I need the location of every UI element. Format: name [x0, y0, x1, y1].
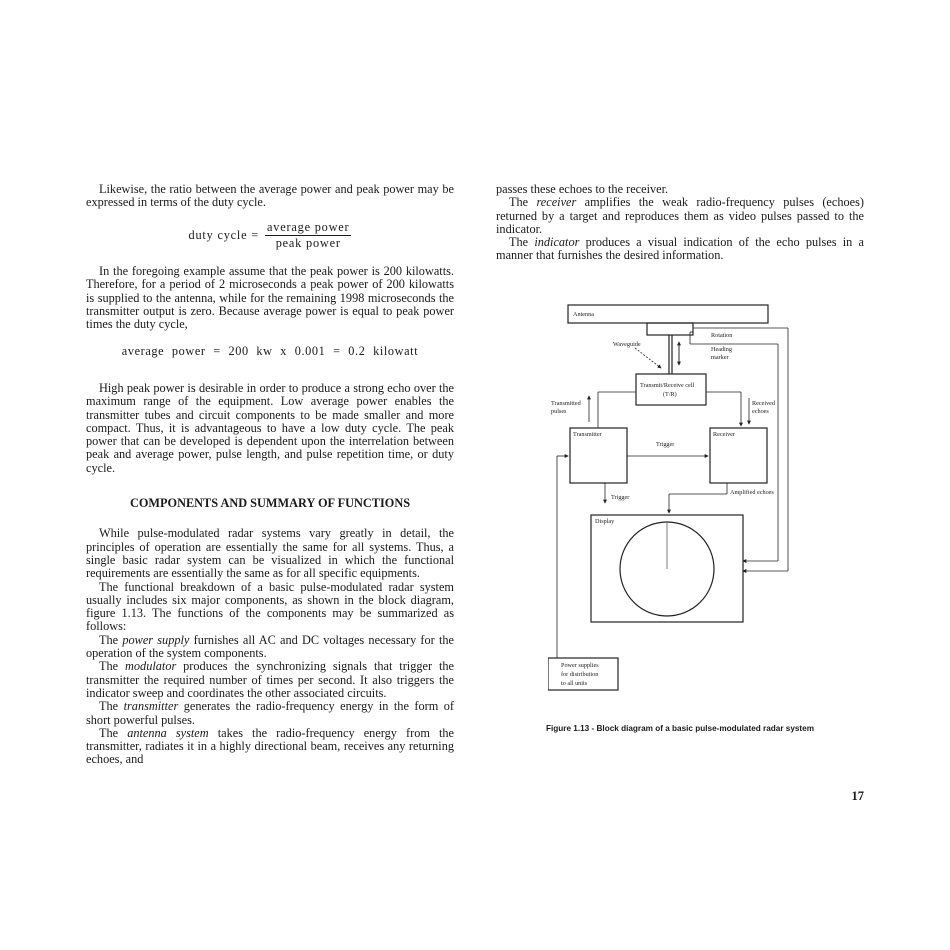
tr-cell-block: [636, 374, 706, 405]
label-tr-abbrev: (T/R): [663, 391, 677, 398]
equation-average-power: average power = 200 kw x 0.001 = 0.2 kilowatt: [121, 343, 419, 358]
label-pulses: pulses: [551, 408, 567, 415]
paragraph-transmitter: The transmitter generates the radio-frequency energy in the form of short powerful pulses.: [86, 699, 454, 727]
term: power supply: [122, 632, 190, 647]
section-heading: COMPONENTS AND SUMMARY OF FUNCTIONS: [129, 496, 411, 511]
label-power-2: for distribution: [561, 671, 599, 678]
antenna-block: [568, 305, 768, 323]
label-receiver: Receiver: [713, 431, 735, 438]
paragraph-antenna-system: The antenna system takes the radio-frequency energy from the transmitter, radiates it in a highly directional beam, receives any returning echoes, and: [86, 725, 454, 767]
label-display: Display: [595, 518, 615, 525]
paragraph: While pulse-modulated radar systems vary greatly in detail, the principles of operation are essentially the same for all systems. Thus, a single basic radar system can be visualized in which the functional requirements are essentially the same as for all specific equipments.: [86, 526, 454, 581]
paragraph: High peak power is desirable in order to produce a strong echo over the maximum range of the equipment. Low average power enables the transmitter tubes and circuit components to be made smaller and more compact. Thus, it is advantageous to have a low duty cycle. The peak power that can be developed is dependent upon the interrelation between peak and average power, pulse length, and pulse repetition time, or duty cycle.: [86, 380, 454, 475]
fraction: [265, 221, 351, 251]
paragraph-power-supply: The power supply furnishes all AC and DC voltages necessary for the operation of the system components.: [86, 632, 454, 661]
paragraph: passes these echoes to the receiver.: [496, 182, 669, 196]
term: indicator: [534, 235, 580, 250]
term: antenna system: [127, 725, 209, 740]
right-column: [496, 183, 864, 263]
term: modulator: [125, 659, 177, 674]
term: receiver: [536, 195, 577, 210]
antenna-pedestal: [647, 323, 693, 335]
label-received: Received: [752, 400, 776, 407]
paragraph: In the foregoing example assume that the peak power is 200 kilowatts. Therefore, for a period of 2 microseconds a peak power of 200 kilowatts is supplied to the antenna, while for the remaining 1998 microseconds the transmitter output is zero. Because average power is equal to peak power times the duty cycle,: [86, 264, 454, 332]
equation-duty-cycle: [86, 221, 454, 251]
label-trigger-low: Trigger: [611, 494, 630, 501]
label-marker: marker: [711, 354, 729, 361]
label-transmitter: Transmitter: [573, 431, 602, 438]
label-heading: Heading: [711, 346, 732, 353]
left-column: [86, 183, 454, 767]
label-rotation: Rotation: [711, 332, 733, 339]
label-amplified: Amplified echoes: [730, 489, 774, 496]
paragraph: Likewise, the ratio between the average power and peak power may be expressed in terms of the duty cycle.: [86, 182, 454, 210]
paragraph-indicator: The indicator produces a visual indication of the echo pulses in a manner that furnishes the desired information.: [496, 235, 864, 263]
label-waveguide: Waveguide: [613, 341, 641, 348]
fraction-denominator: peak power: [275, 235, 341, 250]
paragraph-modulator: The modulator produces the synchronizing signals that trigger the transmitter the required number of times per second. It also triggers the indicator sweep and coordinates the other associated circuits.: [86, 659, 454, 700]
paragraph-receiver: The receiver amplifies the weak radio-frequency pulses (echoes) returned by a target and reproduces them as video pulses passed to the indicator.: [496, 195, 864, 236]
page-number: 17: [851, 789, 864, 803]
label-echoes: echoes: [752, 408, 769, 415]
term: transmitter: [123, 699, 179, 714]
label-transmitted: Transmitted: [551, 400, 581, 407]
figure-caption: Figure 1.13 - Block diagram of a basic pulse-modulated radar system: [546, 724, 814, 733]
fraction-numerator: average power: [265, 221, 351, 236]
label-antenna: Antenna: [573, 311, 594, 318]
label-power-3: to all units: [561, 680, 588, 687]
label-trigger-mid: Trigger: [656, 441, 675, 448]
label-power-1: Power supplies: [561, 662, 599, 669]
equation-lhs: duty cycle =: [188, 227, 260, 242]
block-diagram: [548, 302, 798, 694]
label-tr-cell: Transmit/Receive cell: [640, 382, 695, 389]
paragraph: The functional breakdown of a basic pulse-modulated radar system usually includes six major components, as shown in the block diagram, figure 1.13. The functions of the components may be summarized as follows:: [86, 579, 454, 634]
